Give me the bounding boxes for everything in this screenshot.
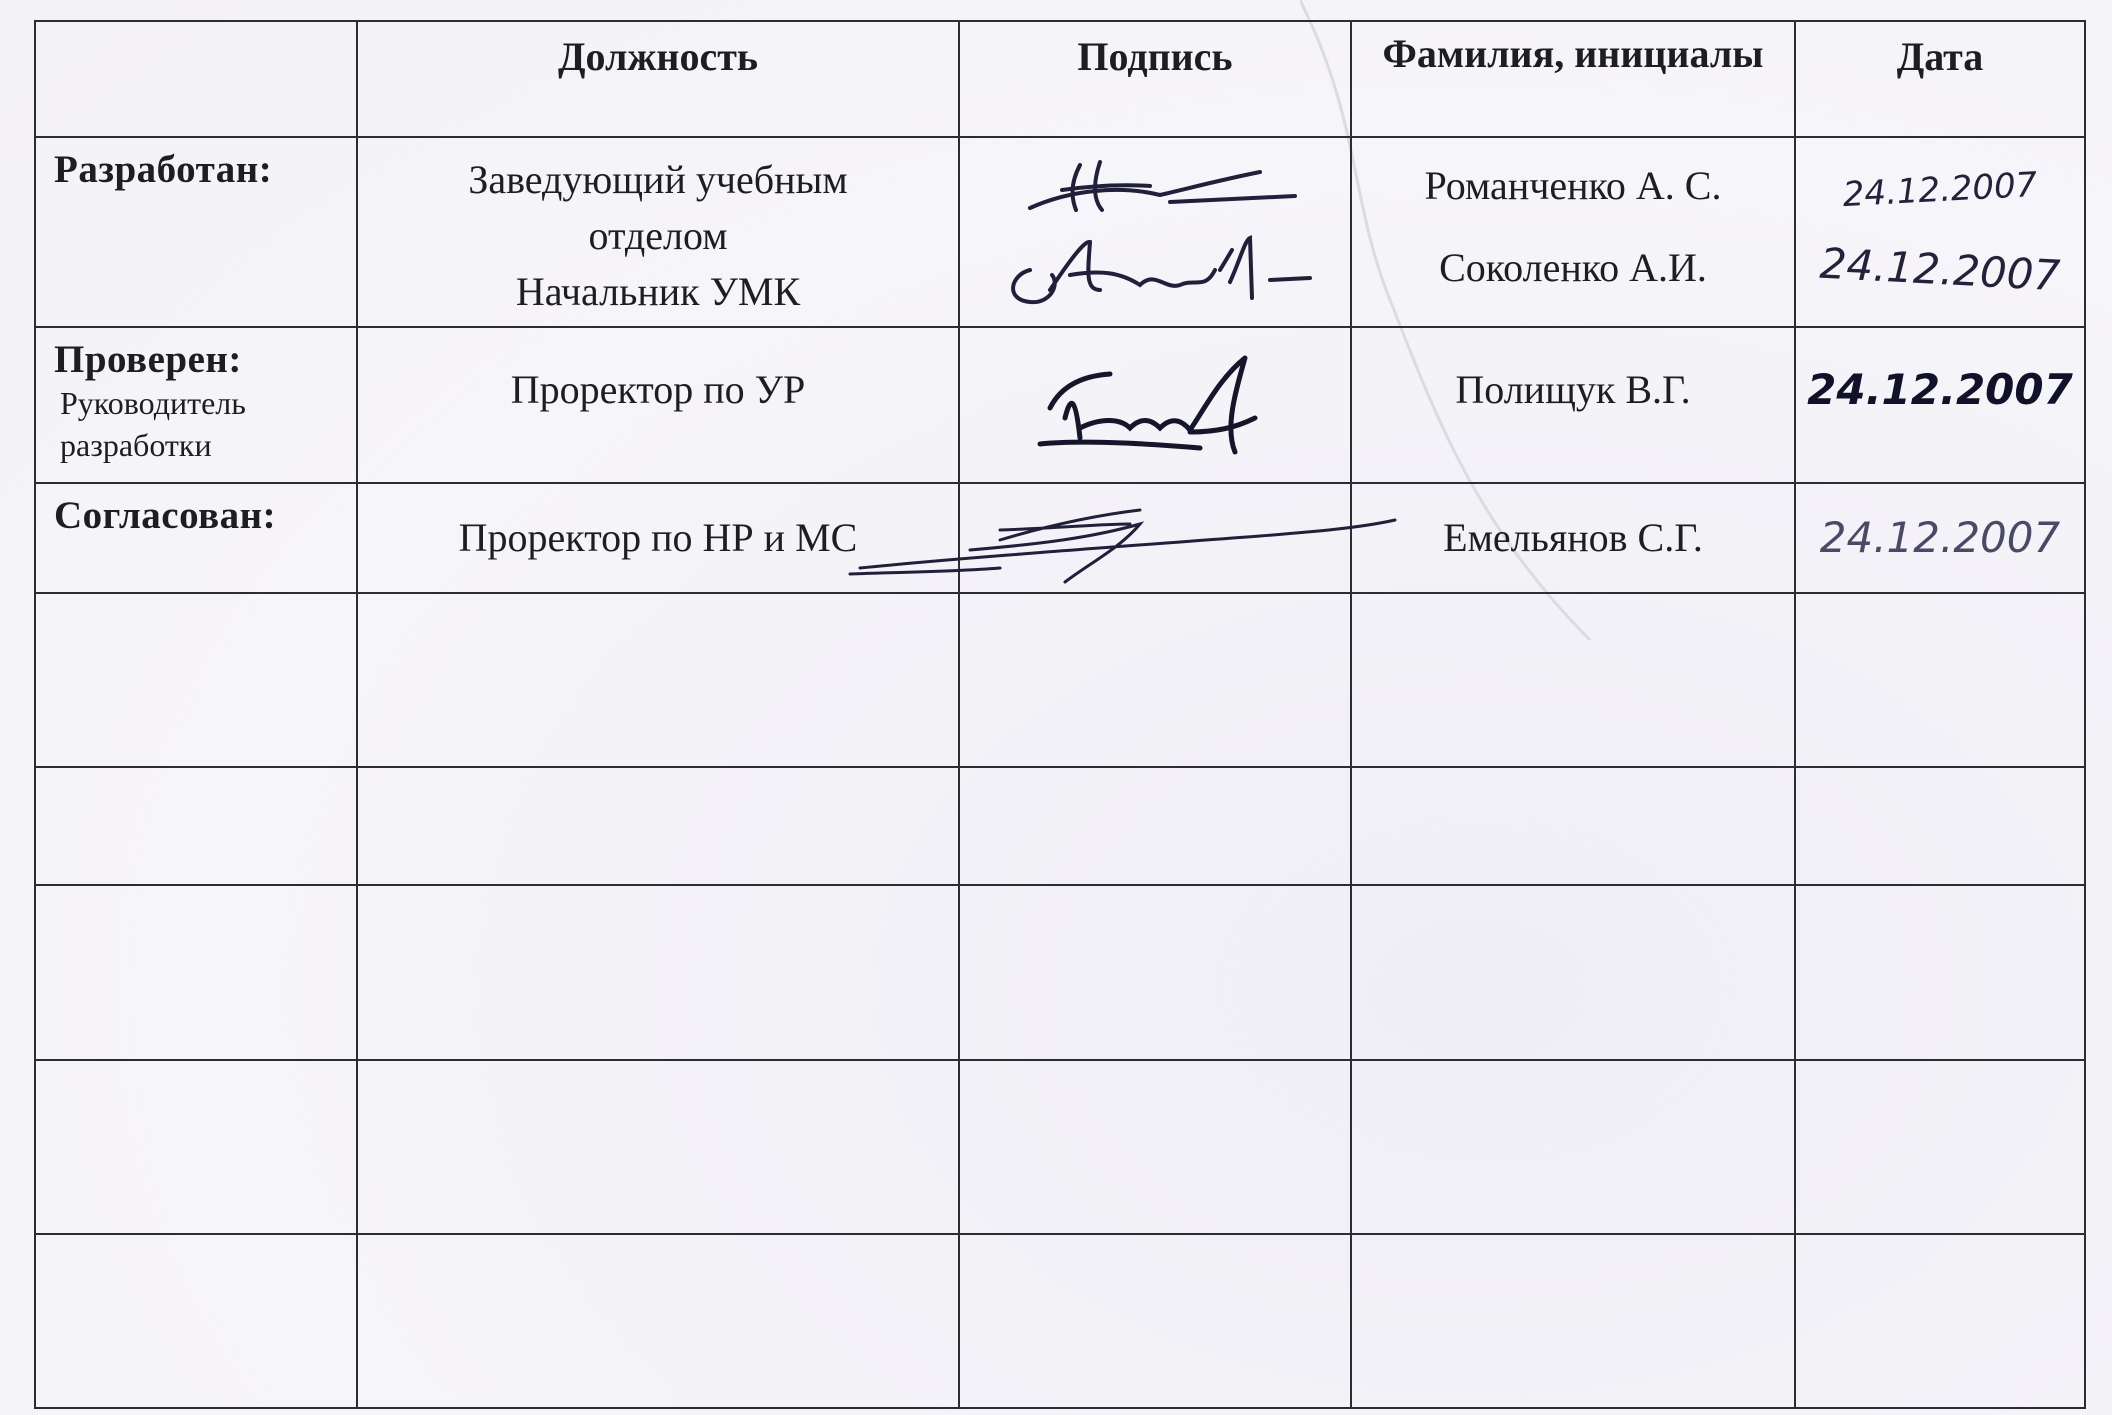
empty-row	[35, 1060, 2085, 1234]
signature-romanchenko	[1010, 150, 1310, 230]
name-sokolenko: Соколенко А.И.	[1439, 245, 1707, 290]
cell-signature-checked	[959, 327, 1351, 483]
empty-row	[35, 885, 2085, 1060]
row-label-checked	[35, 327, 357, 483]
header-surname	[1351, 21, 1795, 137]
row-label-developed	[35, 137, 357, 327]
empty-cell	[357, 1060, 959, 1234]
empty-cell	[357, 1234, 959, 1408]
signature-emelyanov	[840, 488, 1400, 588]
empty-cell	[1795, 767, 2085, 885]
empty-cell	[959, 1060, 1351, 1234]
position-vice-rector-ur: Проректор по УР	[510, 367, 806, 412]
header-signature: Подпись	[959, 21, 1351, 137]
header-surname-text: Фамилия, инициалы	[1382, 31, 1764, 76]
empty-cell	[959, 1234, 1351, 1408]
cell-position-developed	[357, 137, 959, 327]
header-date: Дата	[1795, 21, 2085, 137]
cell-date-checked	[1795, 327, 2085, 483]
empty-row	[35, 1234, 2085, 1408]
empty-cell	[959, 593, 1351, 767]
empty-cell	[35, 767, 357, 885]
cell-date-developed	[1795, 137, 2085, 327]
signature-sokolenko	[990, 230, 1330, 320]
empty-cell	[1351, 1234, 1795, 1408]
empty-cell	[959, 885, 1351, 1060]
empty-cell	[1795, 1060, 2085, 1234]
empty-cell	[1351, 593, 1795, 767]
empty-cell	[1351, 885, 1795, 1060]
signature-polishchuk	[1020, 348, 1280, 468]
cell-date-agreed	[1795, 483, 2085, 593]
empty-cell	[357, 885, 959, 1060]
name-polishchuk: Полищук В.Г.	[1455, 367, 1691, 412]
name-emelyanov: Емельянов С.Г.	[1443, 515, 1703, 560]
empty-row	[35, 593, 2085, 767]
empty-cell	[35, 1234, 357, 1408]
date-polishchuk: 24.12.2007	[1807, 365, 2073, 414]
cell-position-checked	[357, 327, 959, 483]
empty-cell	[35, 593, 357, 767]
position-head-umk: Начальник УМК	[515, 269, 801, 314]
label-checked: Проверен:	[54, 338, 242, 381]
empty-cell	[959, 767, 1351, 885]
header-blank	[35, 21, 357, 137]
row-checked	[35, 327, 2085, 483]
date-romanchenko: 24.12.2007	[1841, 164, 2039, 216]
date-emelyanov: 24.12.2007	[1819, 513, 2061, 562]
empty-cell	[1795, 593, 2085, 767]
cell-surname-checked	[1351, 327, 1795, 483]
position-head-of-department: Заведующий учебным отделом	[468, 157, 848, 258]
header-position: Должность	[357, 21, 959, 137]
empty-cell	[1795, 1234, 2085, 1408]
date-sokolenko: 24.12.2007	[1818, 238, 2062, 301]
empty-cell	[357, 767, 959, 885]
empty-row	[35, 767, 2085, 885]
header-row	[35, 21, 2085, 137]
sublabel-checked: Руководитель разработки	[60, 385, 246, 463]
row-agreed	[35, 483, 2085, 593]
row-label-agreed	[35, 483, 357, 593]
empty-cell	[357, 593, 959, 767]
approval-table	[34, 20, 2086, 1409]
name-romanchenko: Романченко А. С.	[1424, 163, 1722, 208]
cell-surname-developed	[1351, 137, 1795, 327]
empty-cell	[35, 1060, 357, 1234]
cell-surname-agreed	[1351, 483, 1795, 593]
empty-cell	[35, 885, 357, 1060]
label-agreed: Согласован:	[54, 494, 277, 537]
label-developed: Разработан:	[54, 148, 273, 191]
cell-signature-developed	[959, 137, 1351, 327]
row-developed	[35, 137, 2085, 327]
empty-cell	[1351, 1060, 1795, 1234]
empty-cell	[1795, 885, 2085, 1060]
cell-signature-agreed	[959, 483, 1351, 593]
empty-cell	[1351, 767, 1795, 885]
position-vice-rector-nr-ms: Проректор по НР и МС	[458, 515, 858, 560]
